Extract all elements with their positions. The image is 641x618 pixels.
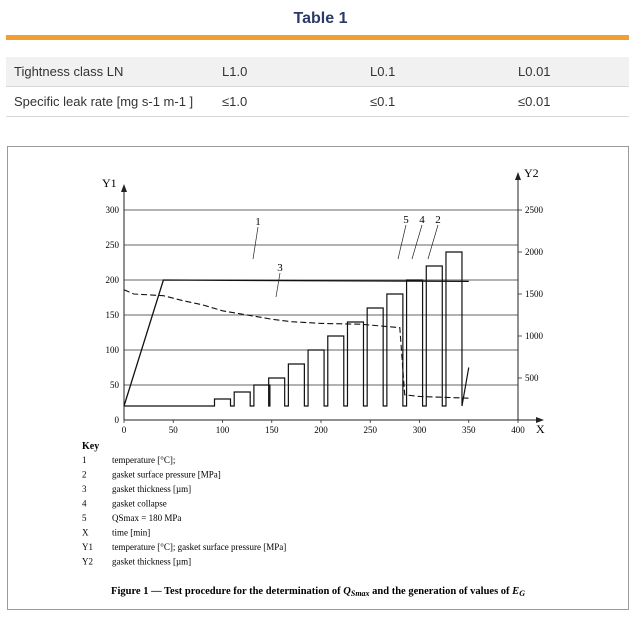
x-axis-label: X [536,422,545,436]
x-tick-label: 150 [265,425,279,435]
table-title: Table 1 [293,10,348,27]
key-symbol: 5 [82,513,87,523]
row-label: Specific leak rate [mg s-1 m-1 ] [6,87,214,117]
y1-tick-label: 250 [105,240,119,250]
annotation-5: 5 [403,214,409,226]
cell: ≤1.0 [214,87,362,117]
y1-tick-label: 200 [105,275,119,285]
x-tick-label: 0 [121,425,127,435]
key-description: gasket collapse [112,498,167,509]
x-tick-label: 100 [215,425,230,435]
cell: ≤0.01 [510,87,629,117]
key-title: Key [82,441,100,452]
annotation-leader [276,273,280,297]
table-row [6,57,629,87]
series [124,252,469,406]
tightness-table [6,57,629,117]
key-description: temperature [°C]; [112,455,176,465]
annotation-2: 2 [435,214,441,226]
y1-axis-arrow [121,184,127,192]
title-rule [6,35,629,40]
key-symbol: 2 [82,469,87,480]
key-description: QSmax = 180 MPa [112,513,182,523]
annotation-leader [428,225,438,259]
x-tick-label: 300 [412,425,427,435]
y1-tick-label: 300 [105,205,119,215]
y2-tick-label: 1000 [525,331,543,341]
y2-axis-arrow [515,172,521,180]
y2-tick-label: 2000 [525,247,543,257]
key-description: gasket thickness [µm] [112,556,192,567]
x-tick-label: 250 [363,425,377,435]
y1-tick-label: 50 [110,380,119,390]
cell: ≤0.1 [362,87,510,117]
key-symbol: 3 [82,484,87,494]
key-description: time [min] [112,527,151,538]
gridlines [124,210,518,385]
cell: L1.0 [214,57,362,87]
key-symbol: X [82,527,89,538]
key-symbol: 4 [82,498,87,509]
key-description: temperature [°C]; gasket surface pressure [MPa] [112,542,287,552]
figure-caption: Figure 1 — Test procedure for the determination of QSmax and the generation of values of EG [111,586,525,598]
annotation-leader [398,225,406,259]
y2-axis-label: Y2 [524,166,539,180]
y1-axis-label: Y1 [102,176,117,190]
figure-box [7,146,629,610]
annotations [253,214,441,297]
chart [8,147,628,609]
annotation-3: 3 [277,262,283,274]
x-tick-label: 400 [511,425,525,435]
series-pressure [124,252,469,406]
key-description: gasket thickness [µm] [112,484,192,494]
key-symbol: Y1 [82,542,93,552]
series-thickness [124,290,469,398]
y1-tick-label: 0 [114,415,119,425]
series-temperature [124,280,469,406]
cell: L0.1 [362,57,510,87]
y2-tick-label: 2500 [525,205,543,215]
table-row [6,87,629,117]
key-description: gasket surface pressure [MPa] [112,469,221,480]
annotation-1: 1 [255,216,261,228]
y1-tick-label: 100 [105,345,119,355]
x-tick-label: 50 [168,425,178,435]
key-list [82,455,286,567]
annotation-leader [412,225,422,259]
y2-tick-label: 500 [525,373,539,383]
y1-tick-label: 150 [105,310,119,320]
annotation-leader [253,227,258,259]
x-tick-label: 200 [314,425,328,435]
cell: L0.01 [510,57,629,87]
row-label: Tightness class LN [6,57,214,87]
y2-tick-label: 1500 [525,289,543,299]
annotation-4: 4 [419,214,425,226]
key-symbol: Y2 [82,556,93,567]
key-symbol: 1 [82,455,87,465]
x-tick-label: 350 [462,425,476,435]
